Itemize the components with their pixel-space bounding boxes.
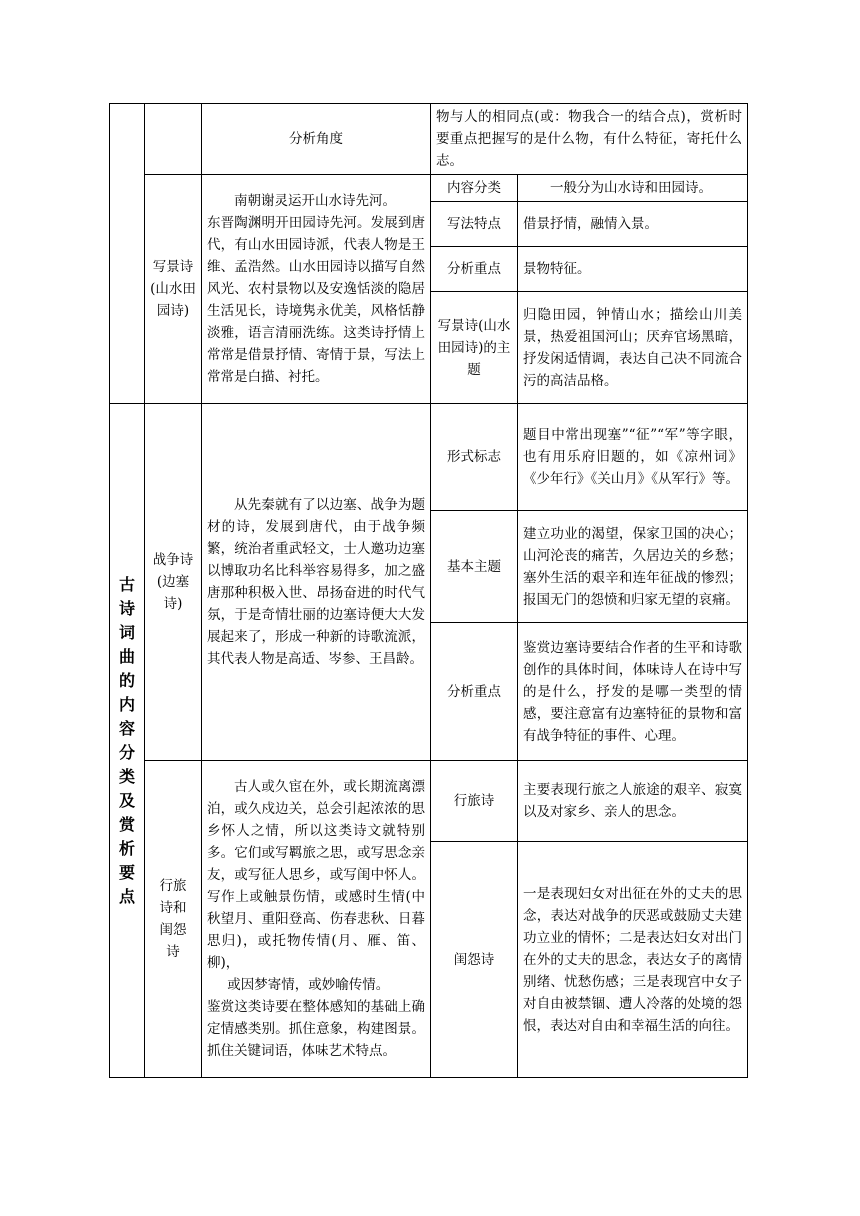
war-poem-name: 战争诗(边塞诗)	[145, 404, 202, 761]
table-row	[110, 104, 748, 175]
travel-row-label: 闺怨诗	[431, 842, 518, 1078]
war-row-value: 建立功业的渴望，保家卫国的决心；山河沦丧的痛苦，久居边关的乡愁；塞外生活的艰辛和连年征战的惨烈；报国无门的怨愤和归家无望的哀痛。	[518, 511, 748, 623]
landscape-row-label: 写法特点	[431, 202, 518, 247]
travel-row-label: 行旅诗	[431, 761, 518, 842]
landscape-row-label: 内容分类	[431, 175, 518, 202]
landscape-desc-line1: 南朝谢灵运开山水诗先河。	[234, 193, 396, 209]
landscape-row-value: 一般分为山水诗和田园诗。	[518, 175, 748, 202]
table-row	[110, 404, 748, 511]
category-cell-empty	[110, 104, 145, 404]
travel-row-value: 一是表现妇女对出征在外的丈夫的思念，表达对战争的厌恶或鼓励丈夫建功立业的情怀；二是表达妇女对出门在外的丈夫的思念，表达女子的离情别绪、忧愁伤感；三是表现宫中女子对自由被禁锢、遭人冷落的处境的怨恨，表达对自由和幸福生活的向往。	[518, 842, 748, 1078]
war-poem-description: 从先秦就有了以边塞、战争为题材的诗，发展到唐代，由于战争频繁，统治者重武轻文，士人邀功边塞以博取功名比科举容易得多，加之盛唐那种积极入世、昂扬奋进的时代气氛，于是奇情壮丽的边塞诗便大大发展起来了，形成一种新的诗歌流派，其代表人物是高适、岑参、王昌龄。	[202, 404, 431, 761]
war-row-label: 基本主题	[431, 511, 518, 623]
subcategory-cell-empty	[145, 104, 202, 175]
analysis-angle-label: 分析角度	[202, 104, 431, 175]
travel-desc-body: 古人或久宦在外，或长期流离漂泊，或久戍边关，总会引起浓浓的思乡怀人之情，所以这类诗文就特别多。它们或写羁旅之思，或写思念亲友，或写征人思乡，或写闺中怀人。写作上或触景伤情，或感时生情(中秋望月、重阳登高、伤春悲秋、日暮思归)，或托物传情(月、雁、笛、柳)，	[207, 779, 425, 971]
analysis-angle-value: 物与人的相同点(或：物我合一的结合点)，赏析时要重点把握写的是什么物，有什么特征，寄托什么志。	[431, 104, 748, 175]
table-row	[110, 761, 748, 842]
travel-poem-name: 行旅诗和闺怨诗	[145, 761, 202, 1078]
landscape-desc-body: 东晋陶渊明开田园诗先河。发展到唐代，有山水田园诗派，代表人物是王维、孟浩然。山水田园诗以描写自然风光、农村景物以及安逸恬淡的隐居生活见长，诗境隽永优美，风格恬静淡雅，语言清丽洗练。这类诗抒情上常常是借景抒情、寄情于景，写法上常常是白描、衬托。	[207, 215, 425, 385]
war-row-label: 分析重点	[431, 623, 518, 761]
war-row-label: 形式标志	[431, 404, 518, 511]
landscape-row-value: 景物特征。	[518, 247, 748, 292]
travel-row-value: 主要表现行旅之人旅途的艰辛、寂寞以及对家乡、亲人的思念。	[518, 761, 748, 842]
table-row	[110, 175, 748, 202]
landscape-poem-description	[202, 175, 431, 404]
classification-table	[109, 103, 748, 1078]
landscape-poem-name: 写景诗(山水田园诗)	[145, 175, 202, 404]
category-label: 古诗词曲的内容分类及赏析要点	[110, 404, 145, 1078]
travel-poem-description	[202, 761, 431, 1078]
travel-desc-appreciation: 鉴赏这类诗要在整体感知的基础上确定情感类别。抓住意象，构建图景。抓住关键词语，体味艺术特点。	[207, 999, 425, 1059]
landscape-row-value: 归隐田园，钟情山水；描绘山川美景，热爱祖国河山；厌弃官场黑暗，抒发闲适情调，表达自己决不同流合污的高洁品格。	[518, 292, 748, 404]
travel-desc-line: 或因梦寄情，或妙喻传情。	[227, 977, 390, 993]
war-row-value: 鉴赏边塞诗要结合作者的生平和诗歌创作的具体时间，体味诗人在诗中写的是什么，抒发的是哪一类型的情感，要注意富有边塞特征的景物和富有战争特征的事件、心理。	[518, 623, 748, 761]
landscape-row-label: 分析重点	[431, 247, 518, 292]
war-row-value: 题目中常出现塞”“征”“军”等字眼，也有用乐府旧题的，如《凉州词》《少年行》《关山月》《从军行》等。	[518, 404, 748, 511]
landscape-row-label: 写景诗(山水田园诗)的主题	[431, 292, 518, 404]
landscape-row-value: 借景抒情，融情入景。	[518, 202, 748, 247]
